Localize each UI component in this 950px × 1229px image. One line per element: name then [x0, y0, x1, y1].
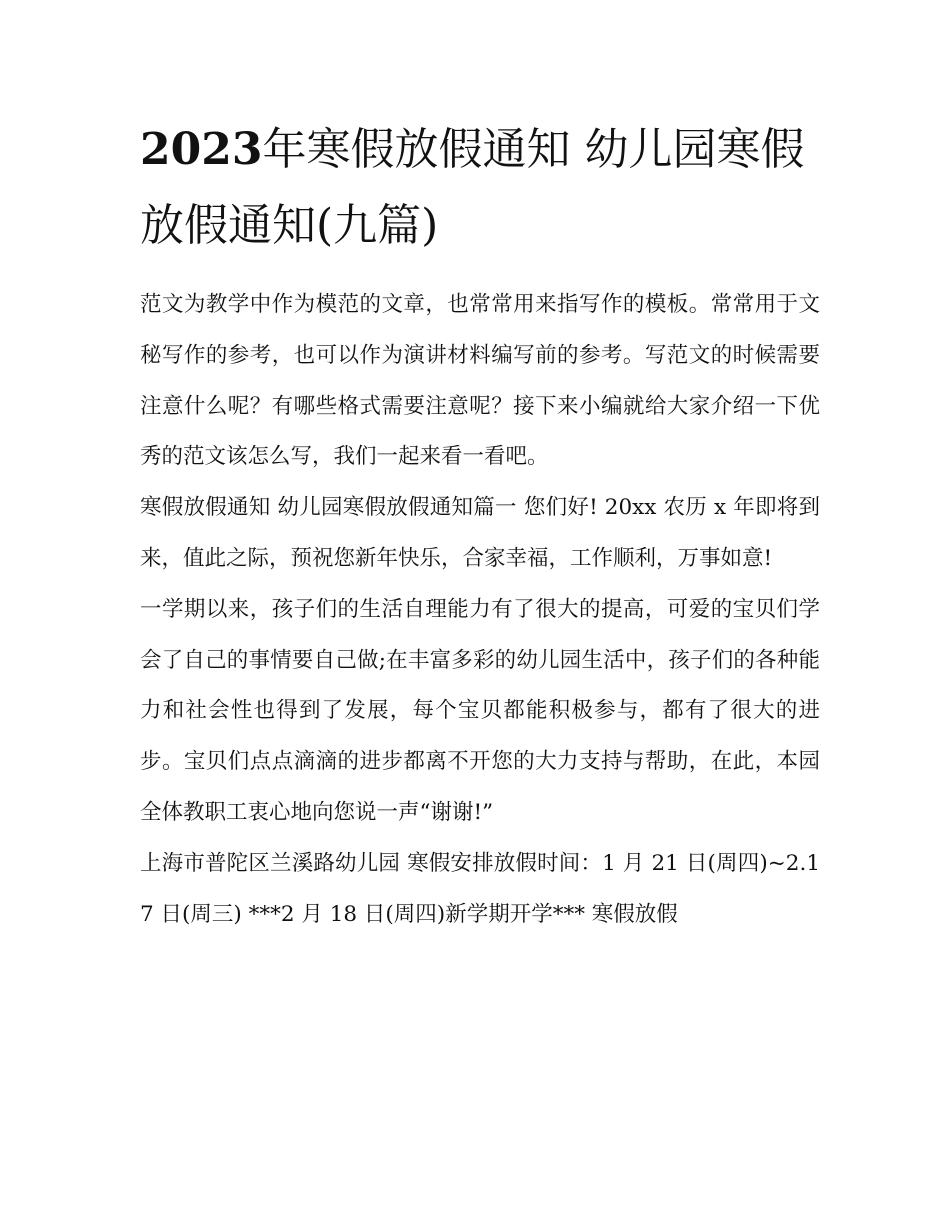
document-title	[140, 112, 820, 264]
document-body	[140, 280, 820, 940]
paragraph-schedule: 上海市普陀区兰溪路幼儿园 寒假安排放假时间：1 月 21 日(周四)~2.17 日(周三) ***2 月 18 日(周四)新学期开学*** 寒假放假	[140, 850, 820, 927]
title-text: 年寒假放假通知 幼儿园寒假放假通知(九篇)	[140, 124, 805, 251]
paragraph-intro: 范文为教学中作为模范的文章，也常常用来指写作的模板。常常用于文秘写作的参考，也可以作为演讲材料编写前的参考。写范文的时候需要注意什么呢？有哪些格式需要注意呢？接下来小编就给大家介绍一下优秀的范文该怎么写，我们一起来看一看吧。	[140, 292, 820, 470]
paragraph-greeting: 寒假放假通知 幼儿园寒假放假通知篇一 您们好! 20xx 农历 x 年即将到来，值此之际，预祝您新年快乐，合家幸福，工作顺利，万事如意!	[140, 495, 820, 571]
paragraph-progress: 一学期以来，孩子们的生活自理能力有了很大的提高，可爱的宝贝们学会了自己的事情要自己做;在丰富多彩的幼儿园生活中，孩子们的各种能力和社会性也得到了发展，每个宝贝都能积极参与，都有了很大的进步。宝贝们点点滴滴的进步都离不开您的大力支持与帮助，在此，本园全体教职工衷心地向您说一声“谢谢!”	[140, 596, 820, 825]
title-year: 2023	[140, 124, 263, 175]
